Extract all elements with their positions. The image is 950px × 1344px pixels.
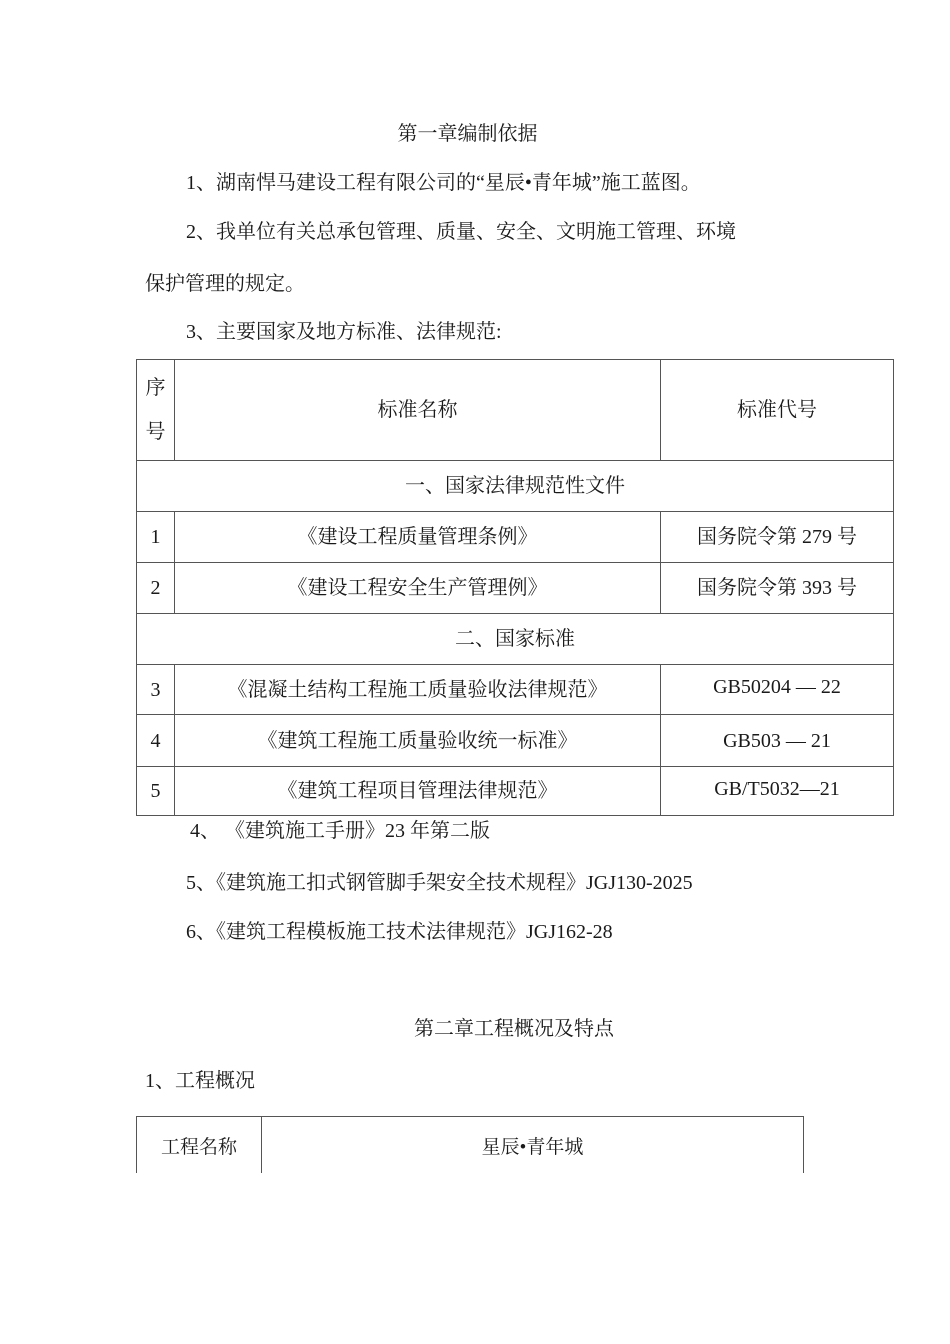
code-header: 标准代号 bbox=[661, 360, 894, 461]
seq-header-line1: 序 bbox=[145, 377, 166, 399]
overview-item-1: 1、工程概况 bbox=[145, 1070, 255, 1092]
section-national-standards: 二、国家标准 bbox=[137, 614, 894, 665]
row-seq: 4 bbox=[137, 715, 175, 767]
seq-header bbox=[137, 360, 175, 461]
row-code: GB50204 — 22 bbox=[661, 665, 894, 715]
row-name: 《建设工程质量管理条例》 bbox=[175, 512, 661, 563]
basis-item-5: 5、《建筑施工扣式钢管脚手架安全技术规程》JGJ130-2025 bbox=[186, 872, 693, 894]
chapter2-title: 第二章工程概况及特点 bbox=[414, 1018, 614, 1040]
row-seq: 1 bbox=[137, 512, 175, 563]
table-row bbox=[137, 512, 894, 563]
row-name: 《建设工程安全生产管理例》 bbox=[175, 563, 661, 614]
table-header-row bbox=[137, 360, 894, 461]
table-row bbox=[137, 1117, 804, 1174]
basis-item-4: 4、 《建筑施工手册》23 年第二版 bbox=[190, 820, 490, 842]
row-name: 《混凝土结构工程施工质量验收法律规范》 bbox=[175, 665, 661, 715]
basis-item-2-line2: 保护管理的规定。 bbox=[145, 273, 305, 295]
project-overview-table bbox=[136, 1116, 804, 1173]
basis-item-6: 6、《建筑工程模板施工技术法律规范》JGJ162-28 bbox=[186, 921, 613, 943]
project-name-label: 工程名称 bbox=[137, 1117, 262, 1174]
row-seq: 3 bbox=[137, 665, 175, 715]
row-name: 《建筑工程项目管理法律规范》 bbox=[175, 767, 661, 816]
basis-item-2-line1: 2、我单位有关总承包管理、质量、安全、文明施工管理、环境 bbox=[186, 221, 736, 243]
seq-header-line2: 号 bbox=[145, 421, 166, 443]
table-row bbox=[137, 715, 894, 767]
basis-item-3: 3、主要国家及地方标准、法律规范: bbox=[186, 321, 502, 343]
table-row bbox=[137, 665, 894, 715]
row-code: 国务院令第 279 号 bbox=[661, 512, 894, 563]
row-seq: 2 bbox=[137, 563, 175, 614]
table-row bbox=[137, 767, 894, 816]
section-row-national-standards bbox=[137, 614, 894, 665]
row-seq: 5 bbox=[137, 767, 175, 816]
standards-table bbox=[136, 359, 894, 816]
basis-item-1: 1、湖南悍马建设工程有限公司的“星辰•青年城”施工蓝图。 bbox=[186, 172, 701, 194]
row-name: 《建筑工程施工质量验收统一标准》 bbox=[175, 715, 661, 767]
row-code: 国务院令第 393 号 bbox=[661, 563, 894, 614]
row-code: GB/T5032—21 bbox=[661, 767, 894, 816]
table-row bbox=[137, 563, 894, 614]
project-name-value: 星辰•青年城 bbox=[262, 1117, 804, 1174]
name-header: 标准名称 bbox=[175, 360, 661, 461]
chapter1-title: 第一章编制依据 bbox=[397, 123, 538, 145]
section-national-laws: 一、国家法律规范性文件 bbox=[137, 461, 894, 512]
section-row-national-laws bbox=[137, 461, 894, 512]
row-code: GB503 — 21 bbox=[661, 715, 894, 767]
